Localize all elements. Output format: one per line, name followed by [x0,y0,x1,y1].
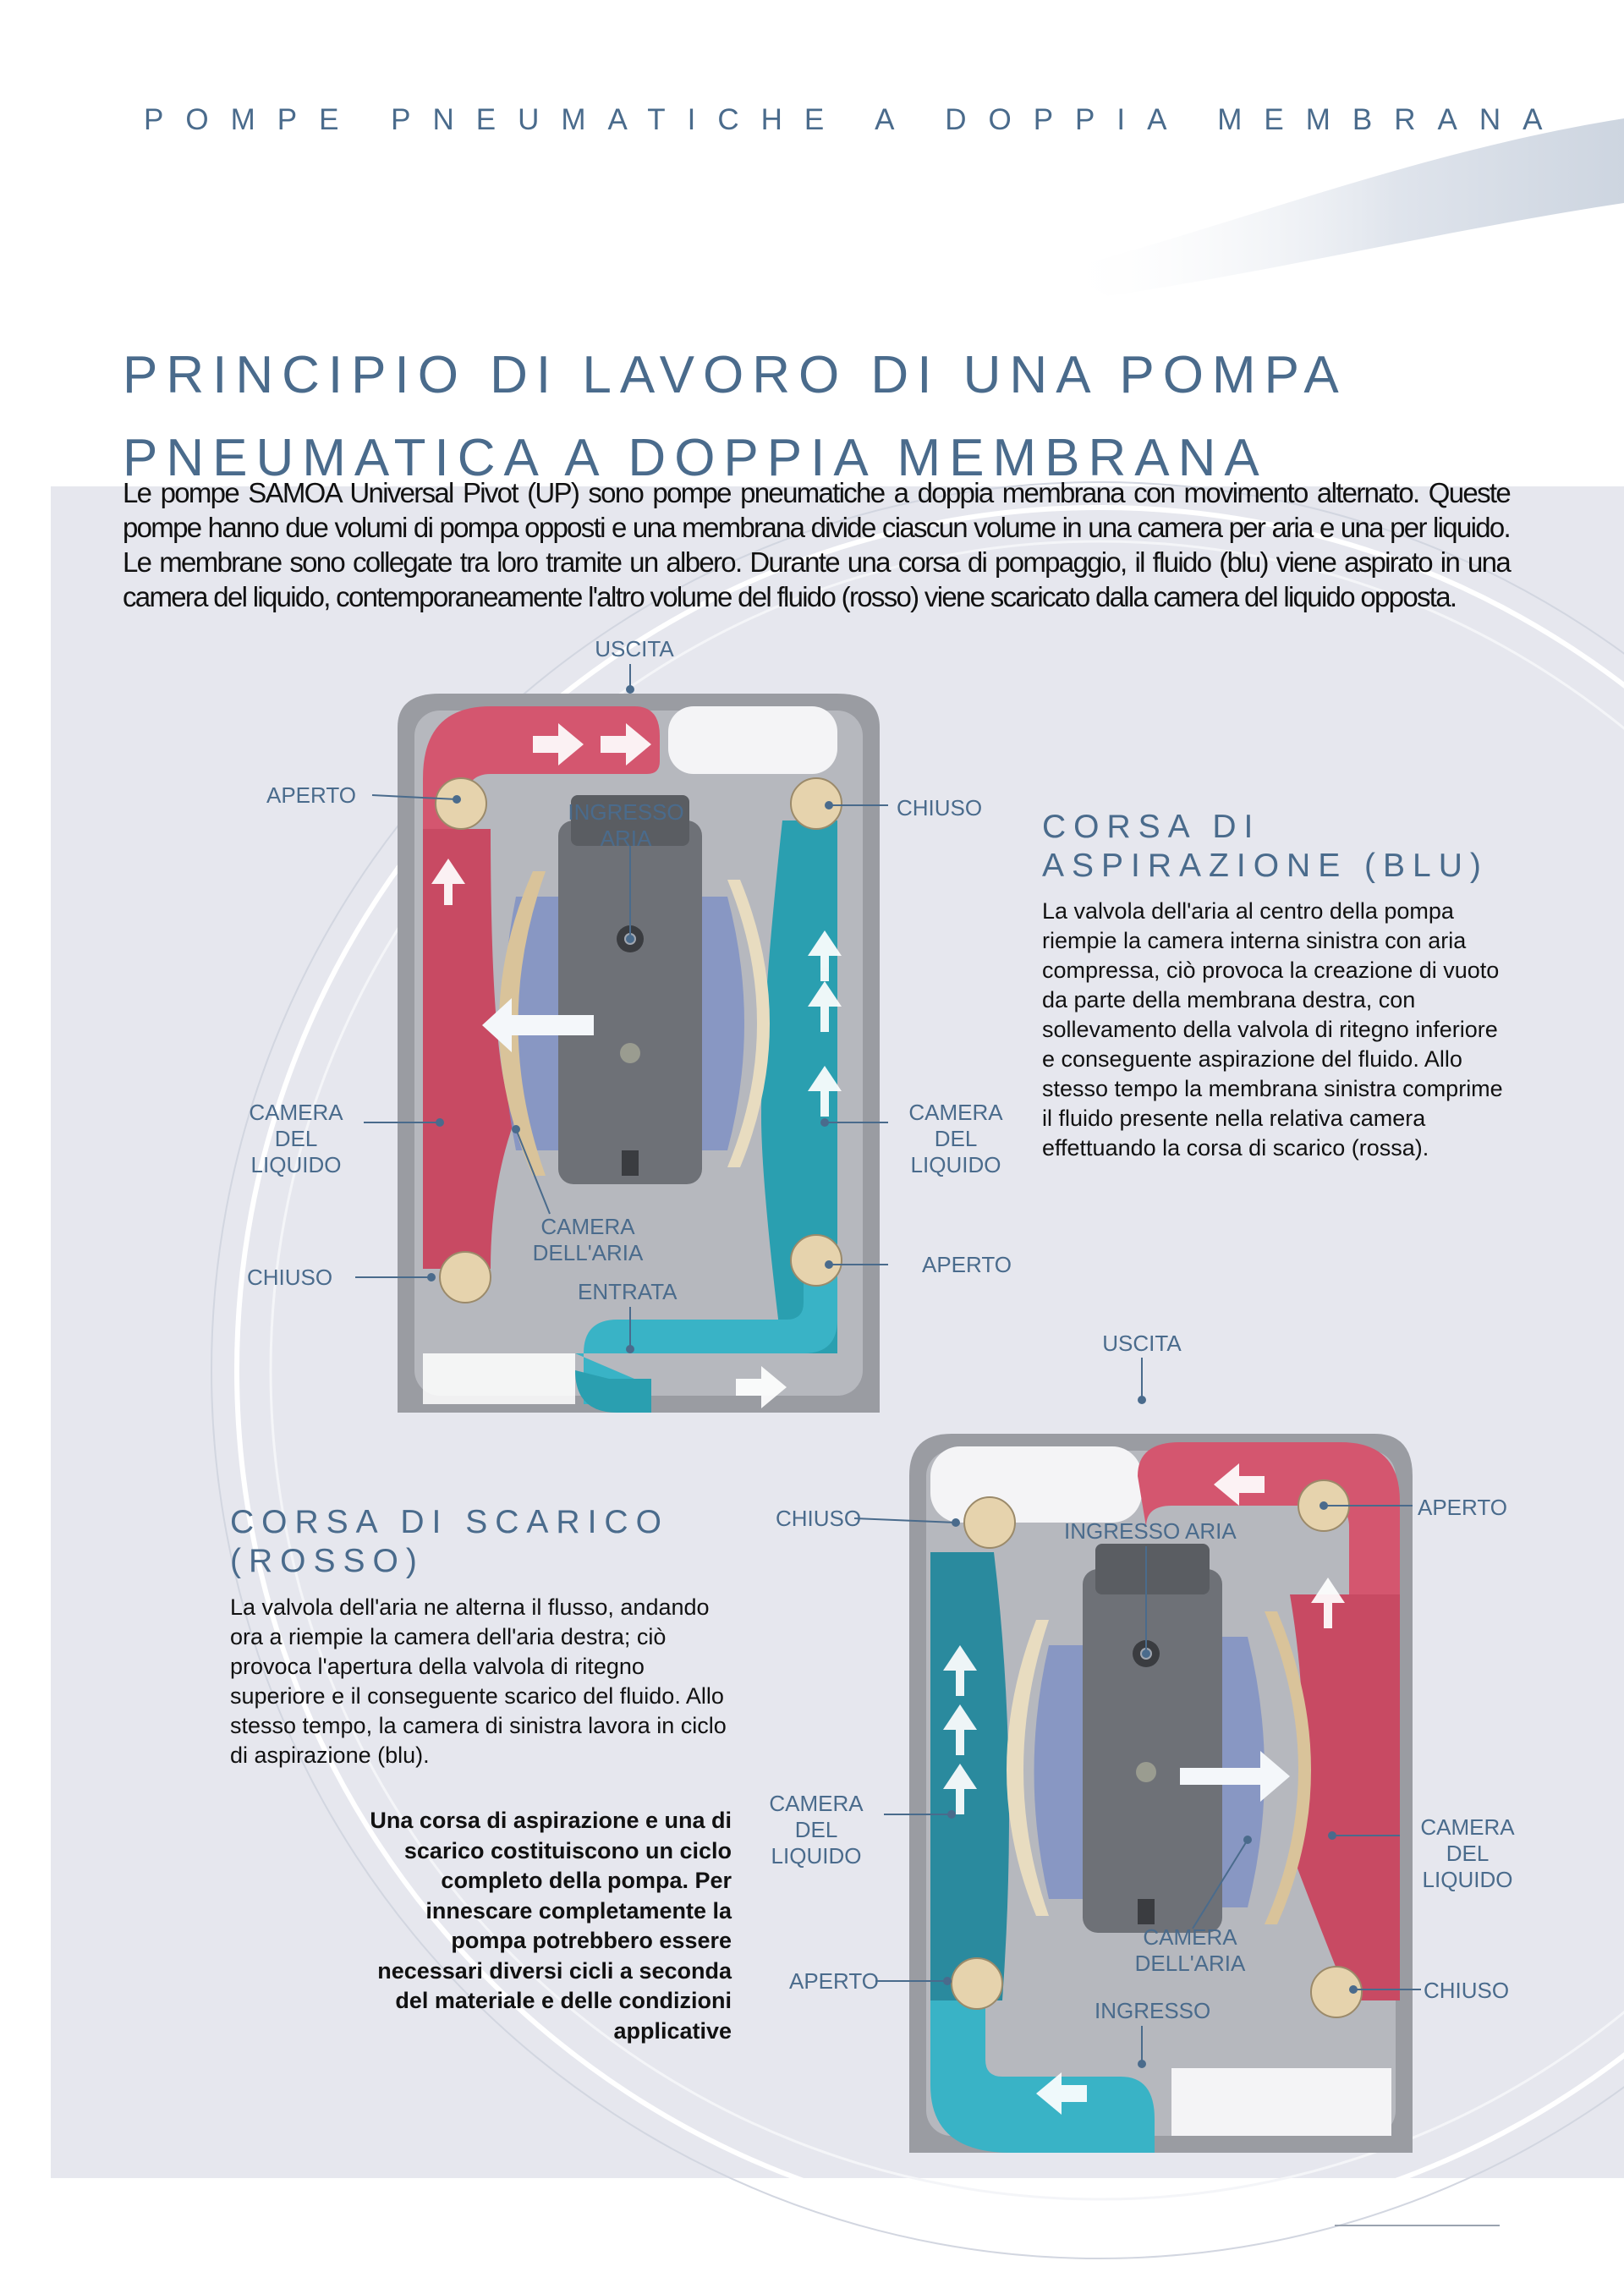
d2-label-aperto-bottom: APERTO [789,1968,879,1994]
d2-label-camera-liquido-right: CAMERA DEL LIQUIDO [1420,1814,1515,1892]
d1-label-entrata: ENTRATA [578,1279,678,1304]
d2-label-ingresso-aria: INGRESSO ARIA [1064,1518,1237,1544]
d1-label-camera-liquido-right: CAMERA DEL LIQUIDO [908,1100,1003,1177]
d2-label-aperto-top: APERTO [1418,1495,1507,1520]
discharge-title-line2: (ROSSO) [230,1543,425,1579]
d2-label-camera-aria: CAMERA DELL'ARIA [1134,1924,1246,1976]
page-title-line2: PNEUMATICA A DOPPIA MEMBRANA [123,429,1268,487]
d1-label-aperto-top: APERTO [266,782,356,808]
header-title: POMPE PNEUMATICHE A DOPPIA MEMBRANA [144,103,1565,136]
d1-label-ingresso-aria: INGRESSO ARIA [568,799,684,851]
suction-title-line1: CORSA DI [1042,809,1261,845]
cycle-note: Una corsa di aspirazione e una di scarico costituiscono un ciclo completo della pompa. Per innescare completamente la pompa potrebbero essere necessari diversi cicli a seconda del materiale e delle condizioni applicative [370,1808,732,2044]
d1-label-chiuso-bottom: CHIUSO [247,1265,333,1290]
footer-rule [1335,2225,1500,2226]
discharge-title-line1: CORSA DI SCARICO [230,1504,669,1540]
intro-paragraph: Le pompe SAMOA Universal Pivot (UP) sono pompe pneumatiche a doppia membrana con movimento alternato. Queste pompe hanno due volumi di pompa opposti e una membrana divide ciascun volume in una camera per aria e una per liquido. Le membrane sono collegate tra loro tramite un albero. Durante una corsa di pompaggio, il fluido (blu) viene aspirato in una camera del liquido, contemporaneamente l'altro volume del fluido (rosso) viene scaricato dalla camera del liquido opposta. [123,477,1510,612]
d2-label-uscita: USCITA [1102,1331,1182,1356]
d1-label-camera-aria: CAMERA DELL'ARIA [532,1214,644,1265]
suction-text: La valvola dell'aria al centro della pompa riempie la camera interna sinistra con aria compressa, ciò provoca la creazione di vuoto da parte della membrana destra, con sollevamento della valvola di ritegno inferiore e conseguente aspirazione del fluido. Allo stesso tempo la membrana sinistra comprime il fluido presente nella relativa camera effettuando la corsa di scarico (rossa). [1042,898,1503,1161]
suction-title-line2: ASPIRAZIONE (BLU) [1042,848,1489,884]
d1-label-uscita: USCITA [595,636,674,661]
d2-label-chiuso-top: CHIUSO [776,1506,862,1531]
d1-label-aperto-bottom: APERTO [922,1252,1012,1277]
d2-label-chiuso-bottom: CHIUSO [1424,1978,1510,2003]
d2-label-camera-liquido-left: CAMERA DEL LIQUIDO [769,1791,864,1869]
d2-label-ingresso: INGRESSO [1095,1998,1211,2023]
discharge-text: La valvola dell'aria ne alterna il flusso, andando ora a riempie la camera dell'aria destra; ciò provoca l'apertura della valvola di ritegno superiore e il conseguente scarico del fluido. Allo stesso tempo, la camera di sinistra lavora in ciclo di aspirazione (blu). [230,1594,727,1768]
page-title-line1: PRINCIPIO DI LAVORO DI UNA POMPA [123,346,1347,404]
d1-label-chiuso-top: CHIUSO [897,795,983,820]
d1-label-camera-liquido-left: CAMERA DEL LIQUIDO [249,1100,343,1177]
